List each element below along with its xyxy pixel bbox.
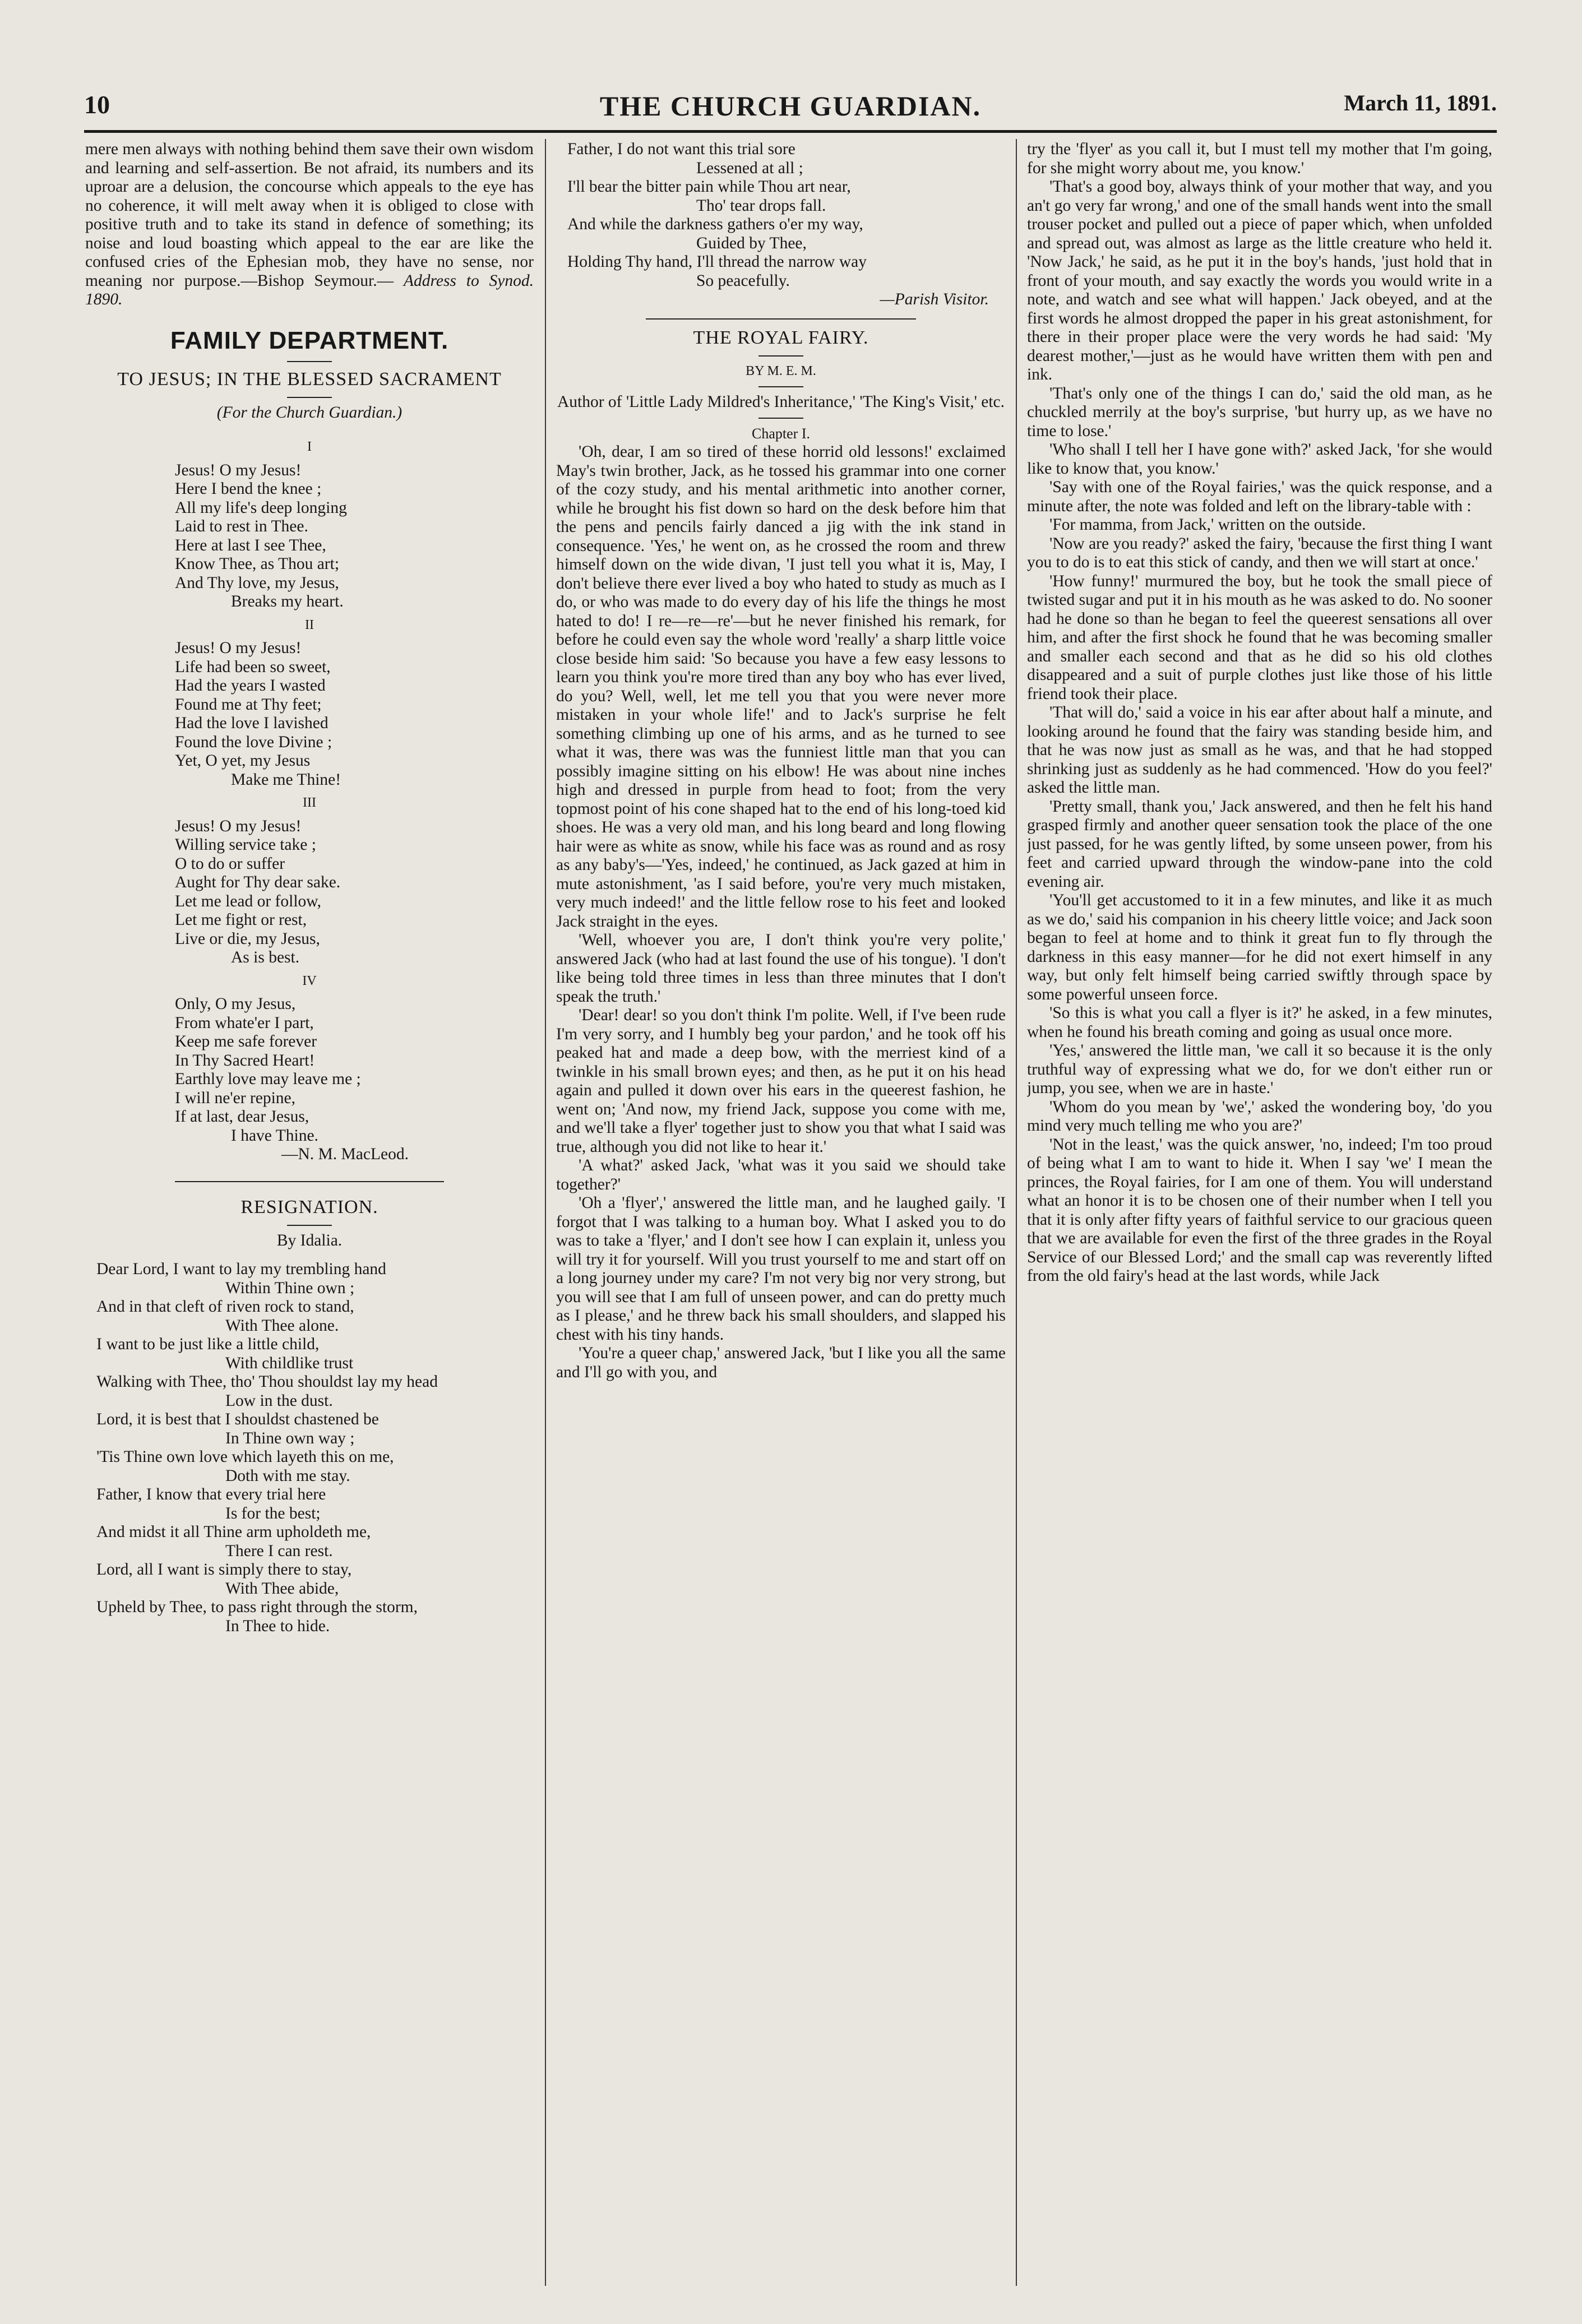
poem-signature: —N. M. MacLeod. (281, 1145, 409, 1163)
poem-line: And Thy love, my Jesus, (175, 573, 339, 592)
poem-line: Found the love Divine ; (175, 733, 332, 751)
poem-line: Within Thine own ; (225, 1279, 355, 1297)
poem-line: Jesus! O my Jesus! (175, 461, 302, 479)
story-paragraph: 'You're a queer chap,' answered Jack, 'but I like you all the same and I'll go with you, and (556, 1344, 1006, 1381)
poem-line: Live or die, my Jesus, (175, 929, 320, 948)
poem-line: I want to be just like a little child, (96, 1335, 320, 1353)
story-paragraph: 'A what?' asked Jack, 'what was it you said we should take together?' (556, 1156, 1006, 1193)
poem-source: —Parish Visitor. (880, 290, 989, 308)
poem-line: Laid to rest in Thee. (175, 517, 308, 535)
poem-line: And while the darkness gathers o'er my way, (567, 215, 863, 233)
story-paragraph: 'Say with one of the Royal fairies,' was the quick response, and a minute after, the note was folded and left on the library-table with : (1027, 478, 1492, 515)
divider (758, 418, 803, 419)
column-1 (85, 140, 534, 2304)
poem-resignation (85, 1260, 534, 1636)
story-author-note: Author of 'Little Lady Mildred's Inheritance,' 'The King's Visit,' etc. (557, 393, 1005, 411)
chapter-heading: Chapter I. (752, 425, 810, 442)
story-paragraph: 'Well, whoever you are, I don't think you're very polite,' answered Jack (who had at last found the use of his tongue). 'I don't like being told three times in less than three minutes that I don't speak the truth.' (556, 931, 1006, 1006)
divider (175, 1181, 444, 1182)
poem-line: Is for the best; (225, 1504, 321, 1522)
divider (758, 355, 803, 357)
poem-line: Father, I know that every trial here (96, 1485, 326, 1503)
poem-title: RESIGNATION. (240, 1196, 378, 1217)
poem-line: Let me lead or follow, (175, 892, 322, 910)
story-paragraph: 'Yes,' answered the little man, 'we call it so because it is the only truthful way of expressing what we do, for we don't either run or jump, you see, when we are in haste.' (1027, 1041, 1492, 1097)
poem-line: As is best. (231, 948, 300, 966)
page-number: 10 (84, 90, 110, 119)
story-paragraph: 'Now are you ready?' asked the fairy, 'because the first thing I want you to do is to eat this stick of candy, and then we will start at once.' (1027, 534, 1492, 571)
divider (287, 361, 332, 362)
poem-line: In Thy Sacred Heart! (175, 1051, 315, 1070)
poem-line: I'll bear the bitter pain while Thou art near, (567, 178, 851, 196)
poem-line: Only, O my Jesus, (175, 995, 296, 1013)
story-paragraph: 'You'll get accustomed to it in a few minutes, and like it as much as we do,' said his companion in his cheery little voice; and Jack soon began to feel at home and to think it great fun to fly through the darkness in this easy manner—for he did not exert himself in any way, but only felt himself being carried swiftly through space by some powerful unseen force. (1027, 891, 1492, 1003)
poem-line: Let me fight or rest, (175, 911, 307, 929)
column-3 (1027, 140, 1492, 2304)
poem-line: Holding Thy hand, I'll thread the narrow way (567, 253, 867, 271)
column-divider (1016, 139, 1017, 2286)
poem-line: Walking with Thee, tho' Thou shouldst lay my head (96, 1373, 438, 1391)
poem-line: Yet, O yet, my Jesus (175, 752, 311, 770)
poem-line: Father, I do not want this trial sore (567, 140, 795, 158)
poem-line: In Thine own way ; (225, 1429, 355, 1447)
poem-line: I will ne'er repine, (175, 1089, 295, 1107)
poem-line: Lord, it is best that I shouldst chastened be (96, 1410, 379, 1428)
poem-line: O to do or suffer (175, 854, 285, 873)
poem-to-jesus (85, 438, 534, 1164)
stanza-number: I (307, 439, 312, 454)
poem-line: Know Thee, as Thou art; (175, 555, 340, 573)
poem-line: Low in the dust. (225, 1391, 333, 1410)
poem-line: Guided by Thee, (696, 234, 807, 252)
poem-line: Found me at Thy feet; (175, 695, 322, 714)
poem-line: Jesus! O my Jesus! (175, 817, 302, 835)
divider (287, 397, 332, 398)
story-paragraph: 'That's a good boy, always think of your mother that way, and you an't go very far wrong,' and one of the small hands went into the small trouser pocket and pulled out a piece of paper which, when unfolded and spread out, was almost as large as the little creature who held it. 'Now Jack,' he said, as he put it in the boy's hands, 'just hold that in front of your mouth, and say exactly the words you would write in a note, and watch and see what will happen.' Jack obeyed, and at the first words he almost dropped the paper in his great astonishment, for there in their proper place were the very words he had said: 'My dearest mother,'—just as he would have written them with pen and ink. (1027, 178, 1492, 383)
header-rule (84, 130, 1497, 133)
story-paragraph: try the 'flyer' as you call it, but I must tell my mother that I'm going, for she might worry about me, you know.' (1027, 140, 1492, 177)
poem-line: There I can rest. (225, 1541, 333, 1560)
story-title: THE ROYAL FAIRY. (693, 327, 869, 348)
poem-line: Lessened at all ; (696, 159, 803, 177)
story-paragraph: 'Whom do you mean by 'we',' asked the wondering boy, 'do you mind very much telling me who you are?' (1027, 1098, 1492, 1135)
poem-line: And midst it all Thine arm upholdeth me, (96, 1523, 371, 1541)
poem-line: Dear Lord, I want to lay my trembling hand (96, 1260, 386, 1278)
poem-line: Breaks my heart. (231, 592, 344, 610)
poem-line: With Thee abide, (225, 1579, 339, 1598)
story-paragraph: 'Pretty small, thank you,' Jack answered, and then he felt his hand grasped firmly and another queer sensation took the place of the one just passed, for he was gently lifted, by some unseen power, from his feet and carried upward through the window-pane into the cold evening air. (1027, 797, 1492, 891)
poem-line: 'Tis Thine own love which layeth this on me, (96, 1448, 394, 1466)
story-paragraph: 'That will do,' said a voice in his ear after about half a minute, and looking around he found that the fairy was standing beside him, and that he was now just as small as he was, and that he had stopped shrinking just as suddenly as he had commenced. 'How do you feel?' asked the little man. (1027, 703, 1492, 797)
poem-line: Doth with me stay. (225, 1466, 350, 1485)
poem-line: Aught for Thy dear sake. (175, 873, 341, 891)
stanza-number: IV (302, 973, 317, 988)
masthead-title: THE CHURCH GUARDIAN. (599, 90, 982, 122)
poem-resignation-continued (556, 140, 1006, 290)
poem-line: Keep me safe forever (175, 1033, 317, 1050)
issue-date: March 11, 1891. (1344, 90, 1497, 115)
story-paragraph: 'So this is what you call a flyer is it?' he asked, in a few minutes, when he found his breath coming and going as usual once more. (1027, 1004, 1492, 1041)
poem-line: Upheld by Thee, to pass right through the storm, (96, 1598, 418, 1616)
story-paragraph: 'Oh a 'flyer',' answered the little man, and he laughed gaily. 'I forgot that I was talking to a human boy. What I asked you to do was to take a 'flyer,' and I don't see how I can explain it, unless you will try it for yourself. Will you trust yourself to me and start off on a long journey under my care? I'm not very big nor very strong, but you will see that I am full of unseen power, and can do pretty much as I please,' and he threw back his small shoulders, and slapped his chest with his tiny hands. (556, 1194, 1006, 1344)
story-paragraph: 'Who shall I tell her I have gone with?' asked Jack, 'for she would like to know that, you know.' (1027, 441, 1492, 478)
story-paragraph: 'Dear! dear! so you don't think I'm polite. Well, if I've been rude I'm very sorry, and I humbly beg your pardon,' and he took off his peaked hat and made a deep bow, with the merriest kind of a twinkle in his small brown eyes; and then, as he put it on his head again and pulled it down over his ears in the queerest fashion, he went on; 'And now, my friend Jack, suppose you come with me, and we'll take a flyer' together just to show you that what I said was true, although you did not like to hear it.' (556, 1006, 1006, 1156)
intro-source: Address to Synod. 1890. (85, 271, 534, 308)
poem-line: Earthly love may leave me ; (175, 1070, 361, 1088)
story-byline: BY M. E. M. (746, 363, 816, 378)
poem-line: Here I bend the knee ; (175, 480, 322, 498)
poem-line: Life had been so sweet, (175, 658, 331, 676)
poem-line: Tho' tear drops fall. (696, 196, 826, 215)
divider (758, 386, 803, 387)
intro-paragraph: mere men always with nothing behind them save their own wisdom and learning and self-assertion. Be not afraid, its numbers and its uproar are a delusion, the concourse which appeals to the eye has no coherence, it will melt away when it is obliged to close with positive truth and to take its stand in defence of something; its noise and loud boasting which appeal to the ear are like the confused cries of the Ephesian mob, they have no sense, nor meaning nor purpose.—Bishop Seymour.— Address to Synod. 1890. (85, 140, 534, 308)
poem-line: I have Thine. (231, 1126, 318, 1145)
story-paragraph: 'How funny!' murmured the boy, but he took the small piece of twisted sugar and put it in his mouth as he was asked to do. No sooner had he done so than he began to feel the queerest sensations all over him, and after the first shock he found that he was becoming smaller and smaller each second and that as he did so his old clothes disappeared and a suit of purple clothes just like those of his little friend took their place. (1027, 572, 1492, 703)
divider (287, 1225, 332, 1226)
column-2 (556, 140, 1006, 2304)
page-header (84, 90, 1497, 123)
divider (646, 318, 915, 320)
poem-line: Here at last I see Thee, (175, 536, 326, 554)
poem-line: Jesus! O my Jesus! (175, 639, 302, 657)
poem-line: And in that cleft of riven rock to stand, (96, 1298, 354, 1316)
story-paragraph: 'For mamma, from Jack,' written on the outside. (1049, 516, 1366, 534)
poem-line: Make me Thine! (231, 770, 341, 789)
poem-line: With childlike trust (225, 1354, 354, 1372)
poem-line: In Thee to hide. (225, 1617, 330, 1635)
section-title: FAMILY DEPARTMENT. (170, 326, 449, 354)
column-divider (545, 139, 546, 2286)
poem-line: Had the love I lavished (175, 714, 329, 732)
poem-line: From whate'er I part, (175, 1013, 314, 1032)
story-paragraph: 'Oh, dear, I am so tired of these horrid old lessons!' exclaimed May's twin brother, Jack, as he tossed his grammar into one corner of the cozy study, and his mental arithmetic into another corner, while he brought his fist down so hard on the desk before him that the pens and pencils fairly danced a jig with the ink stand in consequence. 'Yes,' he went on, as he crossed the room and threw himself down on the wide divan, 'I just tell you what it is, May, I don't believe there ever lived a boy who hated to study as much as I do, or who was made to do every day of his life the things he most hated to do! I re—re—re'—but he never finished his remark, for before he could even say the whole word 'really' a sharp little voice close beside him said: 'So because you have a few easy lessons to learn you think you're more tired than any boy who has ever lived, do you? Well, well, let me tell you that you were never more mistaken in your whole life!' and to Jack's surprise he felt something climbing up one of his arms, and as he turned to see what it was, there was was the funniest little man that you can possibly imagine sitting on his elbow! He was about nine inches high and dressed in purple from head to foot; from the very topmost point of his cone shaped hat to the end of his long-toed kid shoes. He was a very old man, and his long beard and long flowing hair were as white as snow, while his face was as round and as rosy as any baby's—'Yes, indeed,' he continued, as Jack gazed at him in mute astonishment, 'as I said before, you're very much mistaken, very much indeed!' and the little fellow rose to his feet and looked Jack straight in the eyes. (556, 443, 1006, 930)
poem-title: TO JESUS; IN THE BLESSED SACRAMENT (117, 368, 502, 390)
poem-note: (For the Church Guardian.) (216, 403, 403, 422)
poem-line: All my life's deep longing (175, 498, 347, 517)
poem-line: Had the years I wasted (175, 677, 326, 695)
stanza-number: III (303, 795, 316, 810)
poem-line: Willing service take ; (175, 836, 316, 854)
poem-line: So peacefully. (696, 271, 790, 290)
stanza-number: II (305, 617, 314, 632)
poem-line: With Thee alone. (225, 1316, 339, 1335)
poem-byline: By Idalia. (276, 1231, 343, 1249)
story-paragraph: 'Not in the least,' was the quick answer, 'no, indeed; I'm too proud of being what I am to want to hide it. When I say 'we' I mean the princes, the Royal fairies, for I am one of them. You will understand what an honor it is to be chosen one of their number when I tell you that it is only after fifty years of faithful service to our gracious queen that we are available for even the first of the three grades in the Royal Service of our Blessed Lord;' and the small cap was reverently lifted from the old fairy's head at the last words, while Jack (1027, 1135, 1492, 1285)
poem-line: Lord, all I want is simply there to stay, (96, 1561, 352, 1578)
poem-line: If at last, dear Jesus, (175, 1108, 309, 1126)
story-paragraph: 'That's only one of the things I can do,' said the old man, as he chuckled merrily at the boy's surprise, 'but hurry up, as we have no time to lose.' (1027, 384, 1492, 440)
